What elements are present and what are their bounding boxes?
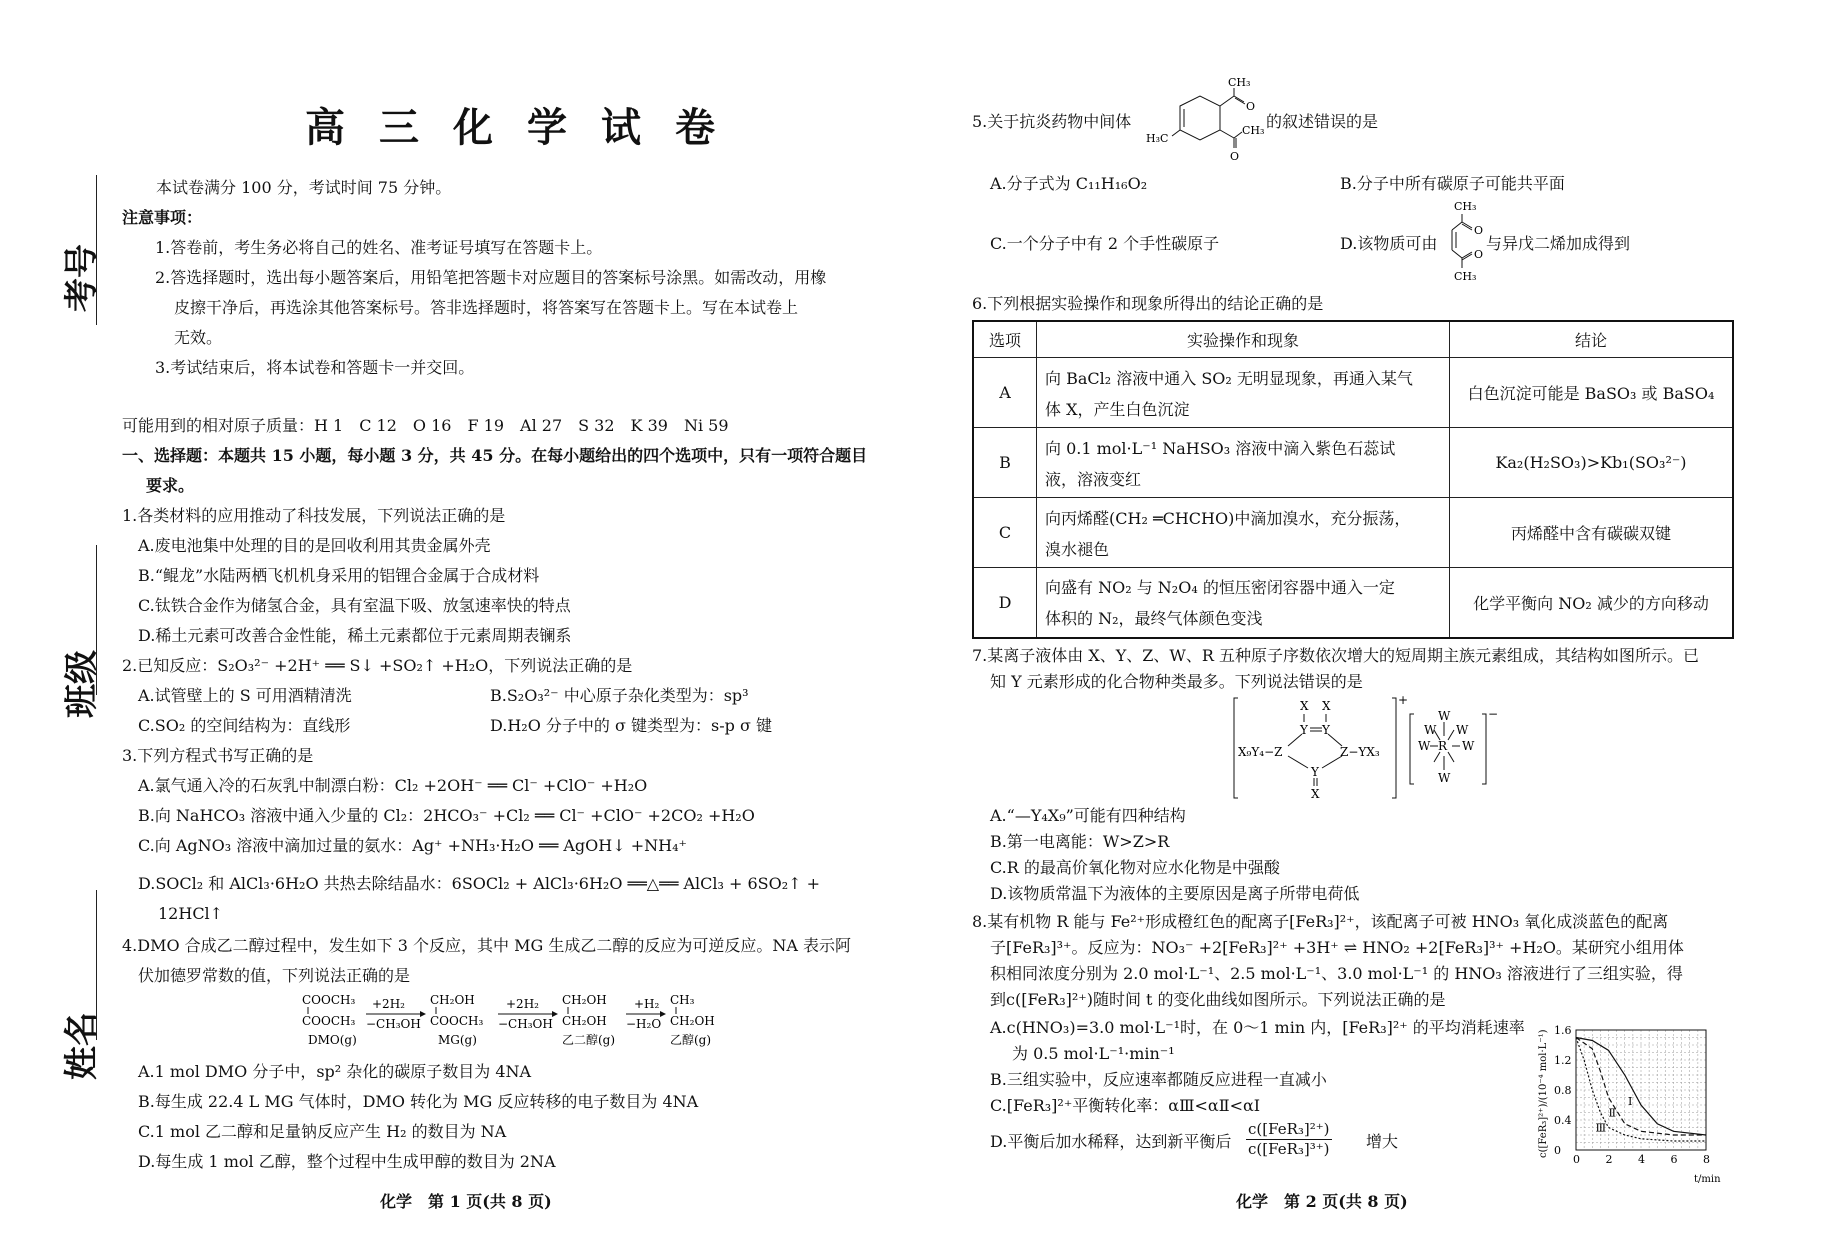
q3-option-b: B.向 NaHCO₃ 溶液中通入少量的 Cl₂：2HCO₃⁻ +Cl₂ ══ Cl⁻ +ClO⁻ +2CO₂ +H₂O — [138, 806, 755, 825]
x-tick-label: 6 — [1670, 1153, 1678, 1166]
table-cell-option: D — [973, 568, 1037, 638]
atomic-mass: 可能用到的相对原子质量：H 1 C 12 O 16 F 19 Al 27 S 32 K 39 Ni 59 — [122, 416, 729, 435]
operation-line: 向 0.1 mol·L⁻¹ NaHSO₃ 溶液中滴入紫色石蕊试 — [1045, 438, 1396, 458]
q4-option-d: D.每生成 1 mol 乙醇，整个过程中生成甲醇的数目为 2NA — [138, 1152, 556, 1171]
q7-w-3: W — [1462, 739, 1475, 753]
eg-bot: CH₂OH — [562, 1014, 607, 1028]
operation-line: 液，溶液变红 — [1045, 469, 1142, 489]
series-label: Ⅱ — [1608, 1106, 1616, 1120]
q1-stem: 1.各类材料的应用推动了科技发展，下列说法正确的是 — [122, 506, 506, 525]
q5-o1: O — [1246, 100, 1256, 113]
q7-stem-2: 知 Y 元素形成的化合物种类最多。下列说法错误的是 — [990, 672, 1363, 691]
q3-option-c: C.向 AgNO₃ 溶液中滴加过量的氨水：Ag⁺ +NH₃·H₂O ══ AgOH↓ +NH₄⁺ — [138, 836, 687, 855]
q7-w-6: W — [1456, 723, 1469, 737]
footer-left: 化学 第 1 页(共 8 页) — [380, 1192, 552, 1211]
table-cell-option: B — [973, 428, 1037, 498]
q8-option-c: C.[FeR₃]²⁺平衡转化率：αⅢ<αⅡ<αⅠ — [990, 1096, 1261, 1115]
q7-x-1: X — [1300, 699, 1309, 713]
notice-3: 3.考试结束后，将本试卷和答题卡一并交回。 — [155, 358, 475, 377]
q7-minus: − — [1488, 707, 1499, 721]
table-row — [973, 358, 1733, 428]
q3-option-d: D.SOCl₂ 和 AlCl₃·6H₂O 共热去除结晶水：6SOCl₂ + AlCl₃·6H₂O ══△══ AlCl₃ + 6SO₂↑ + — [138, 874, 821, 893]
table-header: 结论 — [1450, 321, 1734, 358]
q8-option-d-fraction — [1246, 1122, 1332, 1157]
y-tick-label: 1.2 — [1554, 1054, 1572, 1067]
q7-w-1: W — [1438, 709, 1451, 723]
notice-2b: 皮擦干净后，再选涂其他答案标号。答非选择题时，将答案写在答题卡上。写在本试卷上 — [174, 298, 799, 317]
q2-option-c: C.SO₂ 的空间结构为：直线形 — [138, 716, 351, 735]
q4-option-c: C.1 mol 乙二醇和足量钠反应产生 H₂ 的数目为 NA — [138, 1122, 507, 1141]
series-label: Ⅰ — [1628, 1095, 1633, 1108]
q7-x-2: X — [1322, 699, 1331, 713]
table-row — [973, 498, 1733, 568]
notice-title: 注意事项： — [122, 208, 203, 227]
q7-x-3: X — [1311, 787, 1320, 801]
operation-line: 向 BaCl₂ 溶液中通入 SO₂ 无明显现象，再通入某气 — [1045, 368, 1413, 388]
q8-option-a: A.c(HNO₃)=3.0 mol·L⁻¹时，在 0～1 min 内，[FeR₃]²⁺ 的平均消耗速率 — [990, 1018, 1525, 1037]
q8-chart — [1536, 1016, 1736, 1186]
chart-xlabel: t/min — [1694, 1174, 1721, 1185]
arrow2-top: +2H₂ — [506, 997, 539, 1011]
fraction-numerator: c([FeR₃]²⁺) — [1248, 1120, 1330, 1138]
q2-option-a: A.试管壁上的 S 可用酒精清洗 — [138, 686, 352, 705]
section1-heading: 一、选择题：本题共 15 小题，每小题 3 分，共 45 分。在每小题给出的四个选项中，只有一项符合题目 — [122, 446, 868, 465]
table-cell-option: C — [973, 498, 1037, 568]
q4-option-b: B.每生成 22.4 L MG 气体时，DMO 转化为 MG 反应转移的电子数目为 4NA — [138, 1092, 699, 1111]
q8-stem-3: 积相同浓度分别为 2.0 mol·L⁻¹、2.5 mol·L⁻¹、3.0 mol·L⁻¹ 的 HNO₃ 溶液进行了三组实验，得 — [990, 964, 1683, 983]
et-label: 乙醇(g) — [670, 1033, 712, 1047]
y-tick-label: 0.4 — [1554, 1114, 1572, 1127]
q8-stem-4: 到c([FeR₃]²⁺)随时间 t 的变化曲线如图所示。下列说法正确的是 — [990, 990, 1446, 1009]
q1-option-c: C.钛铁合金作为储氢合金，具有室温下吸、放氢速率快的特点 — [138, 596, 571, 615]
q5-d-ch3-top: CH₃ — [1454, 200, 1477, 213]
dmo-label: DMO(g) — [308, 1033, 357, 1047]
q7-option-a: A.“—Y₄X₉”可能有四种结构 — [990, 806, 1186, 825]
kaohao-label: 考号 — [62, 244, 102, 312]
arrow2-bot: −CH₃OH — [498, 1017, 553, 1031]
table-cell-conclusion: 丙烯醛中含有碳碳双键 — [1450, 498, 1734, 568]
q7-w-4: W — [1438, 771, 1451, 785]
fraction-denominator: c([FeR₃]³⁺) — [1248, 1140, 1330, 1158]
q7-left: X₉Y₄−Z — [1238, 745, 1283, 759]
operation-line: 体积的 N₂，最终气体颜色变浅 — [1045, 609, 1263, 629]
x-tick-label: 4 — [1638, 1153, 1645, 1166]
q5-option-d-a: D.该物质可由 — [1340, 234, 1438, 253]
q7-w-5: W — [1424, 723, 1437, 737]
y-tick-label: 1.6 — [1554, 1024, 1572, 1037]
x-tick-label: 2 — [1605, 1153, 1613, 1166]
et-bot: CH₂OH — [670, 1014, 715, 1028]
q2-option-d: D.H₂O 分子中的 σ 键类型为：s-p σ 键 — [490, 716, 772, 735]
q2-option-b: B.S₂O₃²⁻ 中心原子杂化类型为：sp³ — [490, 686, 749, 705]
xingming-label: 姓名 — [62, 1012, 102, 1080]
q2-stem: 2.已知反应：S₂O₃²⁻ +2H⁺ ══ S↓ +SO₂↑ +H₂O，下列说法正确的是 — [122, 656, 633, 675]
q7-y-1: Y — [1300, 723, 1308, 737]
q4-stem-2: 伏加德罗常数的值，下列说法正确的是 — [138, 966, 411, 985]
q7-plus: + — [1398, 693, 1409, 707]
y-tick-label: 0 — [1554, 1144, 1561, 1157]
dmo-top: COOCH₃ — [302, 993, 356, 1007]
q5-d-o2: O — [1474, 248, 1484, 261]
q7-structure — [1230, 694, 1510, 804]
q5-ch3-top: CH₃ — [1228, 76, 1251, 89]
q7-option-c: C.R 的最高价氧化物对应水化物是中强酸 — [990, 858, 1280, 877]
q8-option-b: B.三组实验中，反应速率都随反应进程一直减小 — [990, 1070, 1327, 1089]
notice-2c: 无效。 — [174, 328, 223, 347]
page-title: 高三化学试卷 — [305, 104, 749, 151]
q5-d-o1: O — [1474, 224, 1484, 237]
q3-stem: 3.下列方程式书写正确的是 — [122, 746, 314, 765]
eg-label: 乙二醇(g) — [562, 1033, 616, 1047]
q3-option-a: A.氯气通入冷的石灰乳中制漂白粉：Cl₂ +2OH⁻ ══ Cl⁻ +ClO⁻ +H₂O — [138, 776, 648, 795]
notice-1: 1.答卷前，考生务必将自己的姓名、准考证号填写在答题卡上。 — [155, 238, 603, 257]
q5-o2: O — [1230, 150, 1240, 163]
mg-top: CH₂OH — [430, 993, 475, 1007]
section1-heading-2: 要求。 — [146, 476, 195, 495]
q8-option-d-a: D.平衡后加水稀释，达到新平衡后 — [990, 1132, 1232, 1151]
table-cell-conclusion: 白色沉淀可能是 BaSO₃ 或 BaSO₄ — [1450, 358, 1734, 428]
q4-option-a: A.1 mol DMO 分子中，sp² 杂化的碳原子数目为 4NA — [138, 1062, 532, 1081]
arrow3-bot: −H₂O — [626, 1017, 662, 1031]
q7-y-3: Y — [1311, 765, 1319, 779]
q5-option-d-b: 与异戊二烯加成得到 — [1486, 234, 1631, 253]
eg-top: CH₂OH — [562, 993, 607, 1007]
q5-ch3-bot: CH₃ — [1242, 124, 1265, 137]
q7-right: Z−YX₃ — [1340, 745, 1380, 759]
q7-option-b: B.第一电离能：W>Z>R — [990, 832, 1170, 851]
q5-option-b: B.分子中所有碳原子可能共平面 — [1340, 174, 1565, 193]
table-cell-option: A — [973, 358, 1037, 428]
q7-y-2: Y — [1322, 723, 1330, 737]
banji-label: 班级 — [62, 650, 102, 718]
q7-w-2: W — [1418, 739, 1431, 753]
table-header-row — [973, 321, 1733, 358]
q8-stem: 8.某有机物 R 能与 Fe²⁺形成橙红色的配离子[FeR₃]²⁺，该配离子可被 HNO₃ 氧化成淡蓝色的配离 — [972, 912, 1669, 931]
q8-option-a-cont: 为 0.5 mol·L⁻¹·min⁻¹ — [1012, 1044, 1175, 1063]
x-tick-label: 0 — [1573, 1153, 1580, 1166]
mg-label: MG(g) — [438, 1033, 477, 1047]
table-cell-operation — [1037, 568, 1450, 638]
table-row — [973, 428, 1733, 498]
q8-stem-2: 子[FeR₃]³⁺。反应为：NO₃⁻ +2[FeR₃]²⁺ +3H⁺ ⇌ HNO₂ +2[FeR₃]³⁺ +H₂O。某研究小组用体 — [990, 938, 1684, 957]
q6-table — [972, 320, 1734, 639]
operation-line: 向盛有 NO₂ 与 N₂O₄ 的恒压密闭容器中通入一定 — [1045, 578, 1395, 598]
table-row — [973, 568, 1733, 638]
intro-text: 本试卷满分 100 分，考试时间 75 分钟。 — [156, 178, 452, 197]
et-top: CH₃ — [670, 993, 695, 1007]
table-cell-operation — [1037, 428, 1450, 498]
q1-option-d: D.稀土元素可改善合金性能，稀土元素都位于元素周期表镧系 — [138, 626, 572, 645]
footer-right: 化学 第 2 页(共 8 页) — [1236, 1192, 1408, 1211]
notice-2: 2.答选择题时，选出每小题答案后，用铅笔把答题卡对应题目的答案标号涂黑。如需改动，用橡 — [155, 268, 827, 287]
operation-line: 向丙烯醛(CH₂ ═CHCHO)中滴加溴水，充分振荡， — [1045, 508, 1411, 528]
mg-bot: COOCH₃ — [430, 1014, 484, 1028]
q7-r: R — [1438, 739, 1448, 753]
table-cell-operation — [1037, 358, 1450, 428]
q4-stem: 4.DMO 合成乙二醇过程中，发生如下 3 个反应，其中 MG 生成乙二醇的反应为可逆反应。NA 表示阿 — [122, 936, 852, 955]
q4-reaction-scheme — [300, 992, 720, 1050]
dmo-bot: COOCH₃ — [302, 1014, 356, 1028]
q1-option-a: A.废电池集中处理的目的是回收利用其贵金属外壳 — [138, 536, 491, 555]
q7-stem: 7.某离子液体由 X、Y、Z、W、R 五种原子序数依次增大的短周期主族元素组成，其结构如图所示。已 — [972, 646, 1700, 665]
series-label: Ⅲ — [1595, 1121, 1607, 1135]
table-header: 选项 — [973, 321, 1037, 358]
operation-line: 体 X，产生白色沉淀 — [1045, 399, 1190, 419]
q5-d-ch3-bot: CH₃ — [1454, 270, 1477, 283]
x-tick-label: 8 — [1703, 1153, 1710, 1166]
table-cell-operation — [1037, 498, 1450, 568]
arrow1-bot: −CH₃OH — [366, 1017, 421, 1031]
table-header: 实验操作和现象 — [1037, 321, 1450, 358]
arrow3-top: +H₂ — [634, 997, 660, 1011]
q6-stem: 6.下列根据实验操作和现象所得出的结论正确的是 — [972, 294, 1324, 313]
arrow1-top: +2H₂ — [372, 997, 405, 1011]
table-cell-conclusion: Ka₂(H₂SO₃)>Kb₁(SO₃²⁻) — [1450, 428, 1734, 498]
q5-h3c: H₃C — [1146, 132, 1169, 145]
chart-ylabel: c([FeR₃]²⁺)/(10⁻⁴ mol·L⁻¹) — [1538, 1029, 1549, 1158]
q3-option-d-cont: 12HCl↑ — [158, 904, 224, 923]
table-cell-conclusion: 化学平衡向 NO₂ 减少的方向移动 — [1450, 568, 1734, 638]
q5-option-c: C.一个分子中有 2 个手性碳原子 — [990, 234, 1220, 253]
q8-option-d-b: 增大 — [1366, 1132, 1399, 1151]
q5-structure — [1142, 76, 1265, 176]
y-tick-label: 0.8 — [1554, 1084, 1572, 1097]
q7-option-d: D.该物质常温下为液体的主要原因是离子所带电荷低 — [990, 884, 1360, 903]
q5-stem-a: 5.关于抗炎药物中间体 — [972, 112, 1132, 131]
q1-option-b: B.“鲲龙”水陆两栖飞机机身采用的铝锂合金属于合成材料 — [138, 566, 540, 585]
operation-line: 溴水褪色 — [1045, 539, 1110, 559]
q5-option-a: A.分子式为 C₁₁H₁₆O₂ — [990, 174, 1148, 193]
q5-stem-b: 的叙述错误的是 — [1266, 112, 1379, 131]
